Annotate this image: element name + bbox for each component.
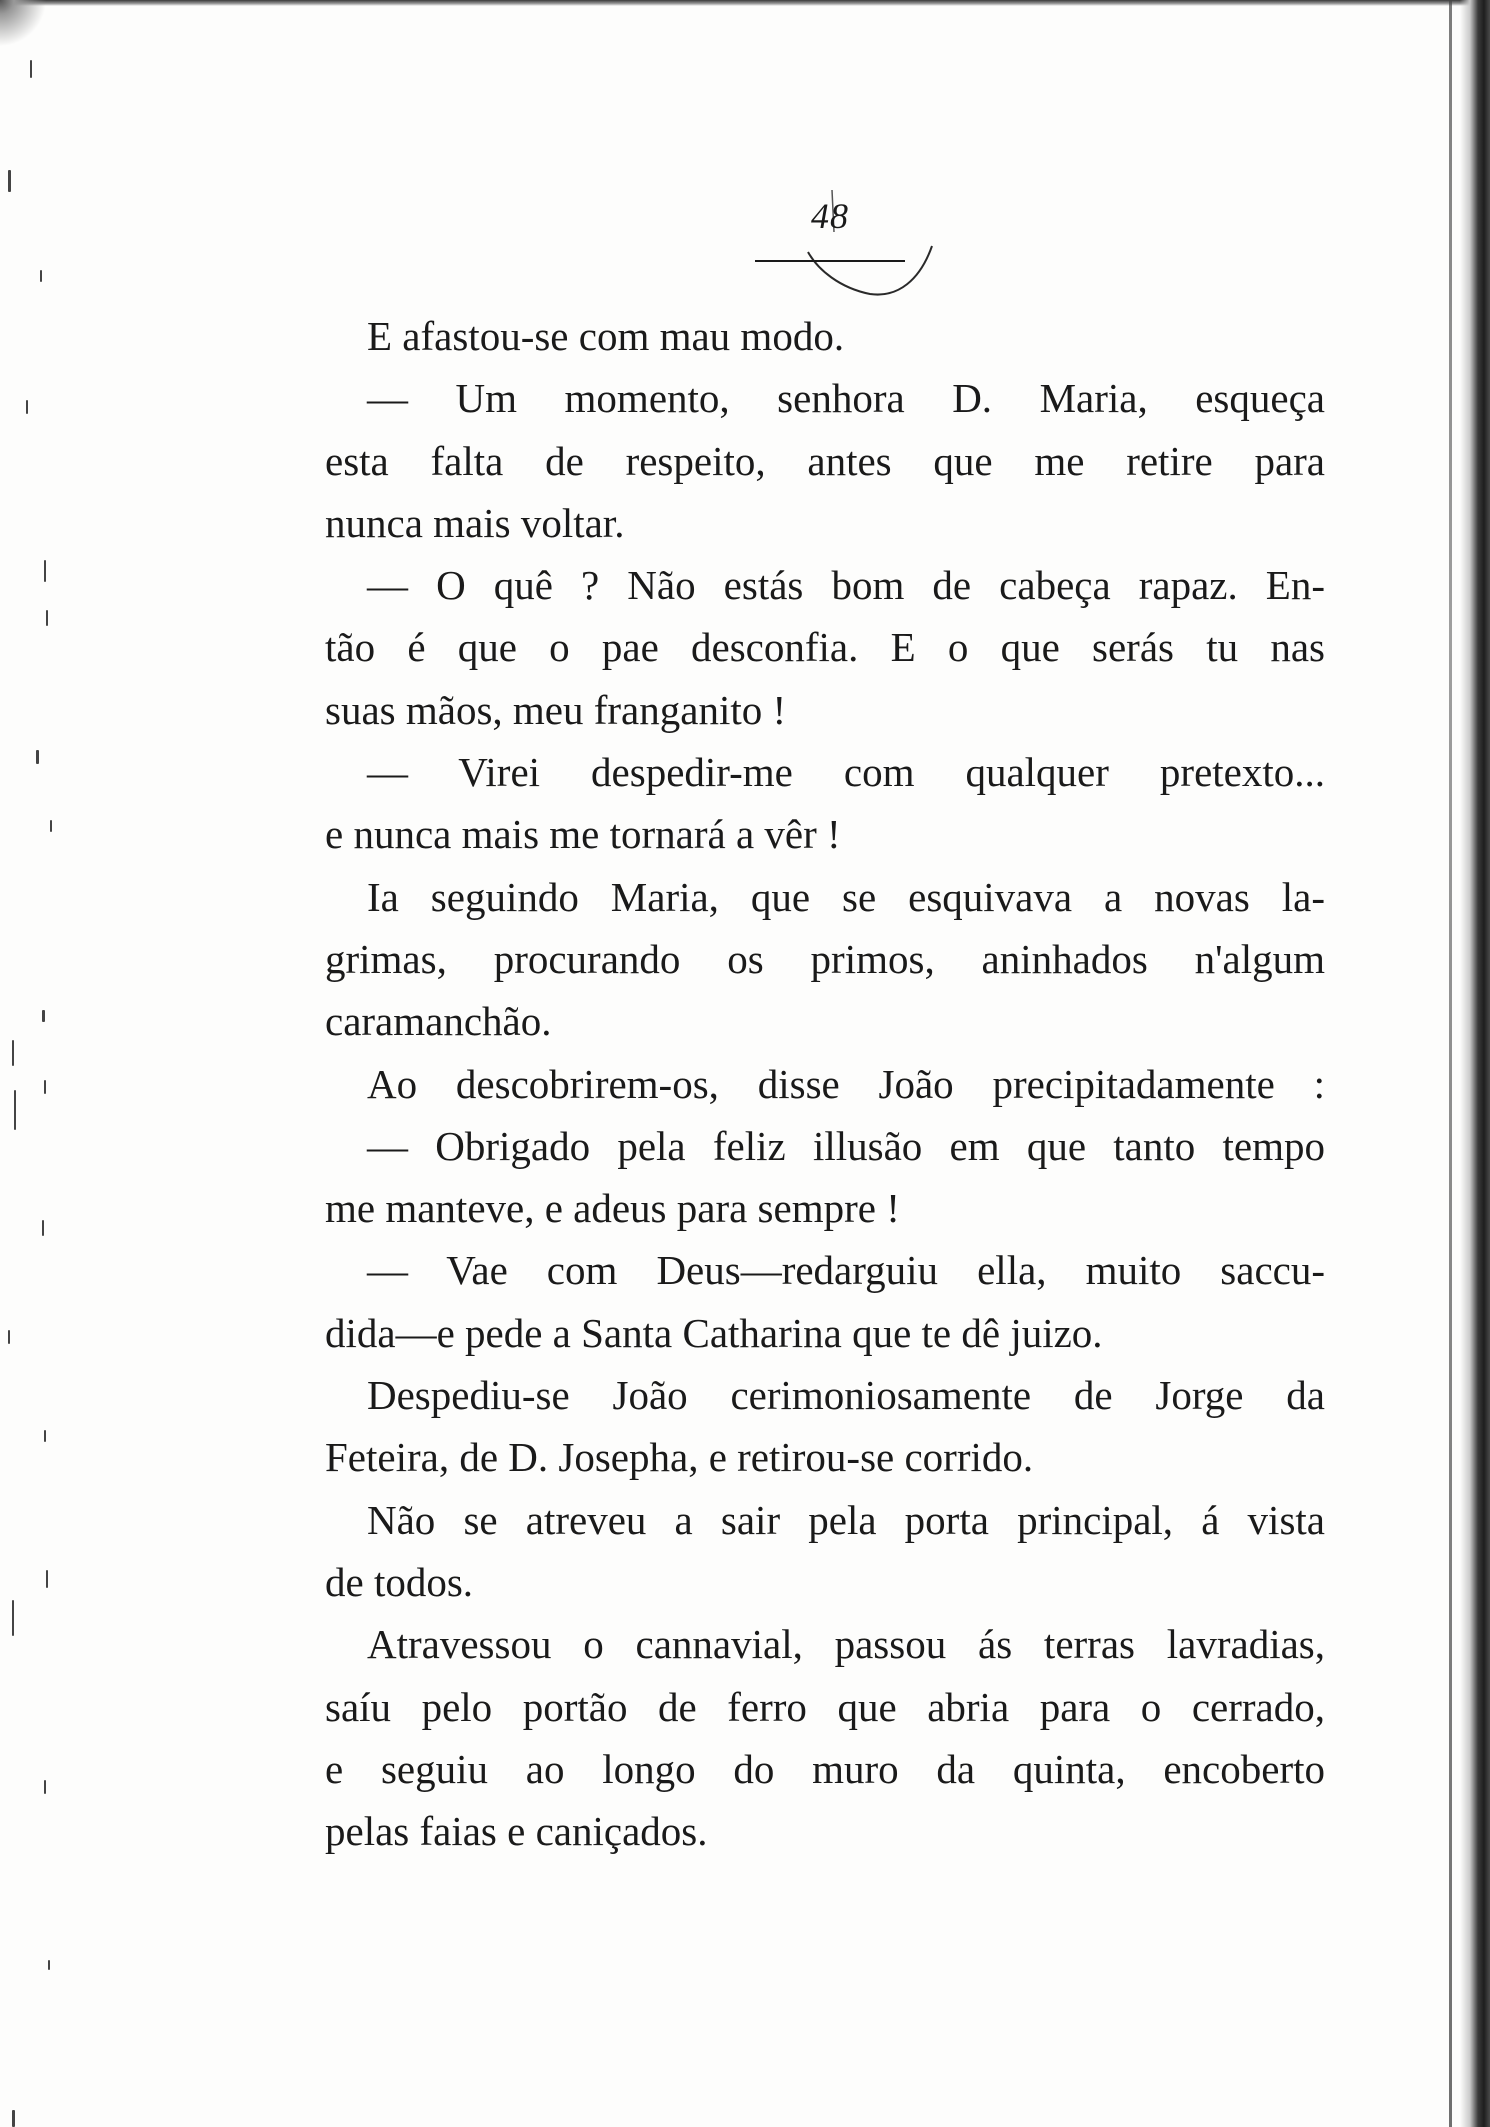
text-line: e seguiu ao longo do muro da quinta, encoberto xyxy=(325,1745,1325,1792)
text-line: — Vae com Deus—redarguiu ella, muito saccu- xyxy=(367,1247,1325,1294)
text-line: nunca mais voltar. xyxy=(325,499,625,546)
scan-binding-edge xyxy=(1460,0,1490,2127)
text-line: Feteira, de D. Josepha, e retirou-se corrido. xyxy=(325,1434,1034,1481)
text-line: Ia seguindo Maria, que se esquivava a novas la- xyxy=(367,873,1325,920)
binding-shadow-line xyxy=(1449,0,1452,2127)
text-line: grimas, procurando os primos, aninhados n'algum xyxy=(325,935,1325,982)
text-line: de todos. xyxy=(325,1558,474,1605)
page-number: 48 xyxy=(811,196,849,236)
text-line: suas mãos, meu franganito ! xyxy=(325,686,787,733)
text-line: E afastou-se com mau modo. xyxy=(367,313,845,359)
scan-top-edge xyxy=(0,0,1490,6)
body-text xyxy=(325,305,1325,1862)
page-header xyxy=(700,190,960,320)
text-line: e nunca mais me tornará a vêr ! xyxy=(325,811,841,858)
text-line: Despediu-se João cerimoniosamente de Jorge da xyxy=(367,1372,1325,1419)
margin-specks xyxy=(0,0,70,2127)
text-line: me manteve, e adeus para sempre ! xyxy=(325,1185,900,1232)
text-line: caramanchão. xyxy=(325,998,552,1045)
text-line: tão é que o pae desconfia. E o que serás tu nas xyxy=(325,624,1325,671)
header-rule xyxy=(755,260,905,262)
text-line: Atravessou o cannavial, passou ás terras lavradias, xyxy=(367,1621,1325,1668)
text-line: — Um momento, senhora D. Maria, esqueça xyxy=(367,375,1325,422)
text-line: dida—e pede a Santa Catharina que te dê juizo. xyxy=(325,1309,1103,1356)
text-line: pelas faias e caniçados. xyxy=(325,1808,708,1855)
text-line: — O quê ? Não estás bom de cabeça rapaz. En- xyxy=(367,562,1325,609)
text-line: — Obrigado pela feliz illusão em que tanto tempo xyxy=(367,1122,1325,1169)
text-line: saíu pelo portão de ferro que abria para o cerrado, xyxy=(325,1683,1325,1730)
text-line: Ao descobrirem-os, disse João precipitadamente : xyxy=(367,1060,1325,1107)
text-line: — Virei despedir-me com qualquer pretexto... xyxy=(367,749,1325,796)
text-line: Não se atreveu a sair pela porta principal, á vista xyxy=(367,1496,1325,1543)
text-line: esta falta de respeito, antes que me retire para xyxy=(325,437,1325,484)
